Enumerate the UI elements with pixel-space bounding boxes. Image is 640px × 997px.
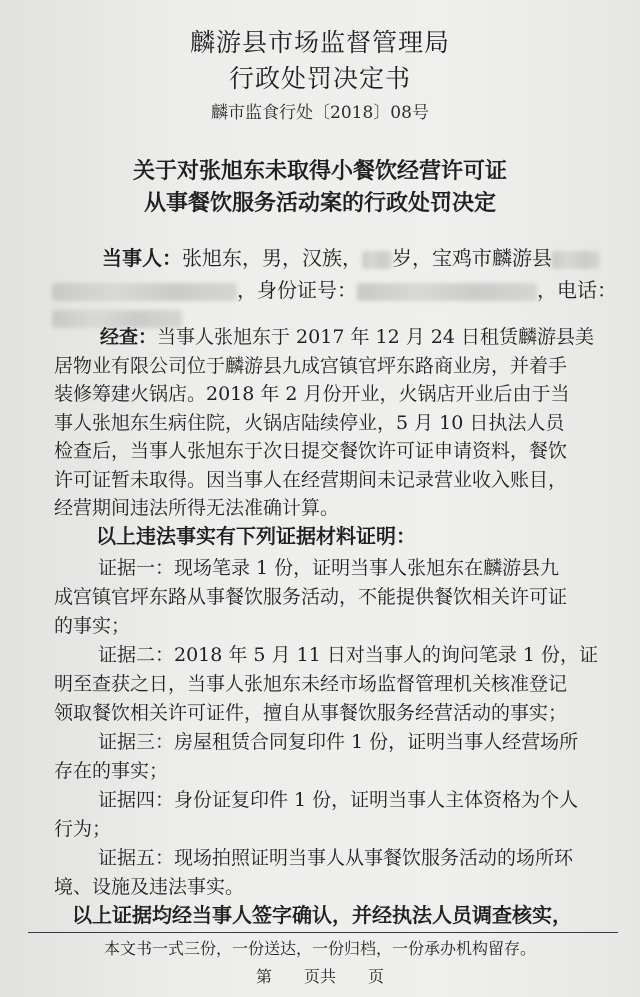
evidence-line-7: 证据三：房屋租赁合同复印件 1 份，证明当事人经营场所 xyxy=(98,731,579,753)
investigation-line-6: 许可证暂未取得。因当事人在经营期间未记录营业收入账目， xyxy=(54,469,568,491)
evidence-line-3: 的事实； xyxy=(54,615,131,637)
redacted-address xyxy=(52,283,237,301)
investigation-label: 经查： xyxy=(100,326,158,348)
investigation-text: 当事人张旭东于 2017 年 12 月 24 日租赁麟游县美 xyxy=(157,326,594,348)
party-text-2: 岁，宝鸡市麟游县 xyxy=(392,246,552,270)
investigation-line-4: 事人张旭东生病住院，火锅店陆续停业，5 月 10 日执法人员 xyxy=(54,412,565,434)
evidence-line-6: 领取餐饮相关许可证件，擅自从事餐饮服务经营活动的事实； xyxy=(54,702,568,724)
evidence-line-10: 行为； xyxy=(54,818,112,840)
redacted-id-number xyxy=(357,283,537,301)
evidence-heading: 以上违法事实有下列证据材料证明： xyxy=(96,524,416,548)
party-line-2 xyxy=(52,278,617,302)
document-number: 麟市监食行处〔2018〕08号 xyxy=(211,103,429,123)
agency-title: 麟游县市场监督管理局 xyxy=(189,28,450,57)
redacted-address-start xyxy=(552,251,600,269)
party-line-1 xyxy=(102,246,600,270)
investigation-line-2: 居物业有限公司位于麟游县九成宫镇官坪东路商业房，并着手 xyxy=(54,355,568,377)
investigation-line-7: 经营期间违法所得无法准确计算。 xyxy=(54,497,340,519)
evidence-line-9: 证据四：身份证复印件 1 份，证明当事人主体资格为个人 xyxy=(98,789,579,811)
party-text-1: 张旭东，男，汉族， xyxy=(182,246,362,270)
confirmation-line: 以上证据均经当事人签字确认，并经执法人员调查核实， xyxy=(72,903,572,927)
evidence-line-1: 证据一：现场笔录 1 份，证明当事人张旭东在麟游县九 xyxy=(98,557,560,579)
footer-divider xyxy=(28,932,618,933)
document-type-title: 行政处罚决定书 xyxy=(228,64,411,93)
evidence-line-2: 成宫镇官坪东路从事餐饮服务活动，不能提供餐饮相关许可证 xyxy=(54,586,568,608)
footer-copies-note: 本文书一式三份，一份送达，一份归档，一份承办机构留存。 xyxy=(103,939,536,958)
evidence-line-5: 明至查获之日，当事人张旭东未经市场监督管理机关核准登记 xyxy=(54,673,568,695)
footer-page-number: 第 页共 页 xyxy=(255,967,384,986)
party-text-3: ，身份证号： xyxy=(237,278,357,302)
evidence-line-4: 证据二：2018 年 5 月 11 日对当事人的询问笔录 1 份，证 xyxy=(98,644,598,666)
evidence-line-12: 境、设施及违法事实。 xyxy=(54,876,245,898)
investigation-line-1 xyxy=(100,325,594,349)
subject-line-1: 关于对张旭东未取得小餐饮经营许可证 xyxy=(132,158,507,184)
investigation-line-5: 检查后，当事人张旭东于次日提交餐饮许可证申请资料，餐饮 xyxy=(54,440,568,462)
redacted-age xyxy=(362,251,392,269)
investigation-line-3: 装修筹建火锅店。2018 年 2 月份开业，火锅店开业后由于当 xyxy=(54,383,570,405)
evidence-line-8: 存在的事实； xyxy=(54,760,169,782)
party-label: 当事人： xyxy=(102,246,182,270)
party-text-4: ，电话： xyxy=(537,278,617,302)
evidence-line-11: 证据五：现场拍照证明当事人从事餐饮服务活动的场所环 xyxy=(98,847,574,869)
subject-line-2: 从事餐饮服务活动案的行政处罚决定 xyxy=(143,190,496,216)
